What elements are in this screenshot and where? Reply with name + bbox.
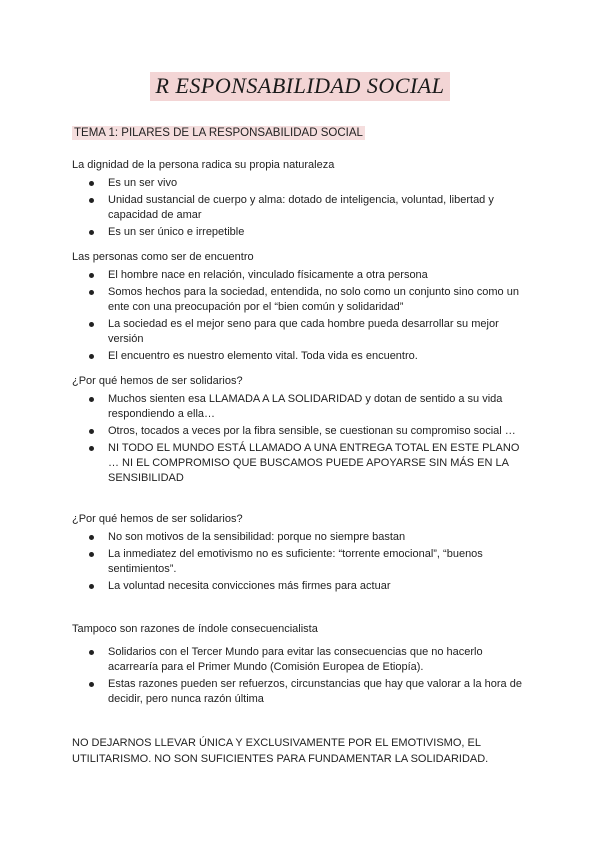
- list-item: Muchos sienten esa LLAMADA A LA SOLIDARIDAD y dotan de sentido a su vida respondiendo a ella…: [72, 392, 532, 422]
- list-item: La sociedad es el mejor seno para que cada hombre pueda desarrollar su mejor versión: [72, 317, 532, 347]
- section-heading: La dignidad de la persona radica su propia naturaleza: [72, 159, 335, 171]
- section-heading: Las personas como ser de encuentro: [72, 251, 254, 263]
- section-dignity: [72, 158, 532, 242]
- section-heading: ¿Por qué hemos de ser solidarios?: [72, 375, 243, 387]
- list-item: Solidarios con el Tercer Mundo para evitar las consecuencias que no hacerlo acarrearía para el Primer Mundo (Comisión Europea de Etiopía).: [72, 645, 532, 675]
- list-item: NI TODO EL MUNDO ESTÁ LLAMADO A UNA ENTREGA TOTAL EN ESTE PLANO … NI EL COMPROMISO QUE BUSCAMOS PUEDE APOYARSE SIN MÁS EN LA SENSIBILIDAD: [72, 441, 532, 486]
- bullet-list: [72, 645, 532, 707]
- list-item: La voluntad necesita convicciones más firmes para actuar: [72, 579, 532, 594]
- bullet-list: [72, 176, 532, 240]
- list-item: El encuentro es nuestro elemento vital. Toda vida es encuentro.: [72, 349, 532, 364]
- section-solidarity-2: [72, 512, 532, 596]
- section-heading: ¿Por qué hemos de ser solidarios?: [72, 513, 243, 525]
- list-item: Es un ser vivo: [72, 176, 532, 191]
- section-heading: Tampoco son razones de índole consecuencialista: [72, 623, 318, 635]
- list-item: Estas razones pueden ser refuerzos, circunstancias que hay que valorar a la hora de decidir, pero nunca razón última: [72, 677, 532, 707]
- list-item: El hombre nace en relación, vinculado físicamente a otra persona: [72, 268, 532, 283]
- list-item: No son motivos de la sensibilidad: porque no siempre bastan: [72, 530, 532, 545]
- list-item: La inmediatez del emotivismo no es suficiente: “torrente emocional”, “buenos sentimientos”.: [72, 547, 532, 577]
- section-consequentialist: [72, 622, 532, 709]
- bullet-list: [72, 530, 532, 594]
- title-container: [0, 72, 600, 101]
- list-item: Otros, tocados a veces por la fibra sensible, se cuestionan su compromiso social …: [72, 424, 532, 439]
- topic-heading: TEMA 1: PILARES DE LA RESPONSABILIDAD SOCIAL: [74, 127, 363, 139]
- list-item: Unidad sustancial de cuerpo y alma: dotado de inteligencia, voluntad, libertad y capacidad de amar: [72, 193, 532, 223]
- section-solidarity-1: [72, 374, 532, 488]
- conclusion-text: NO DEJARNOS LLEVAR ÚNICA Y EXCLUSIVAMENTE POR EL EMOTIVISMO, EL UTILITARISMO. NO SON SUFICIENTES PARA FUNDAMENTAR LA SOLIDARIDAD.: [72, 737, 489, 765]
- section-encounter: [72, 250, 532, 366]
- document-title: R ESPONSABILIDAD SOCIAL: [150, 72, 451, 101]
- bullet-list: [72, 392, 532, 486]
- list-item: Somos hechos para la sociedad, entendida, no solo como un conjunto sino como un ente con una preocupación por el “bien común y solidaridad”: [72, 285, 532, 315]
- list-item: Es un ser único e irrepetible: [72, 225, 532, 240]
- bullet-list: [72, 268, 532, 364]
